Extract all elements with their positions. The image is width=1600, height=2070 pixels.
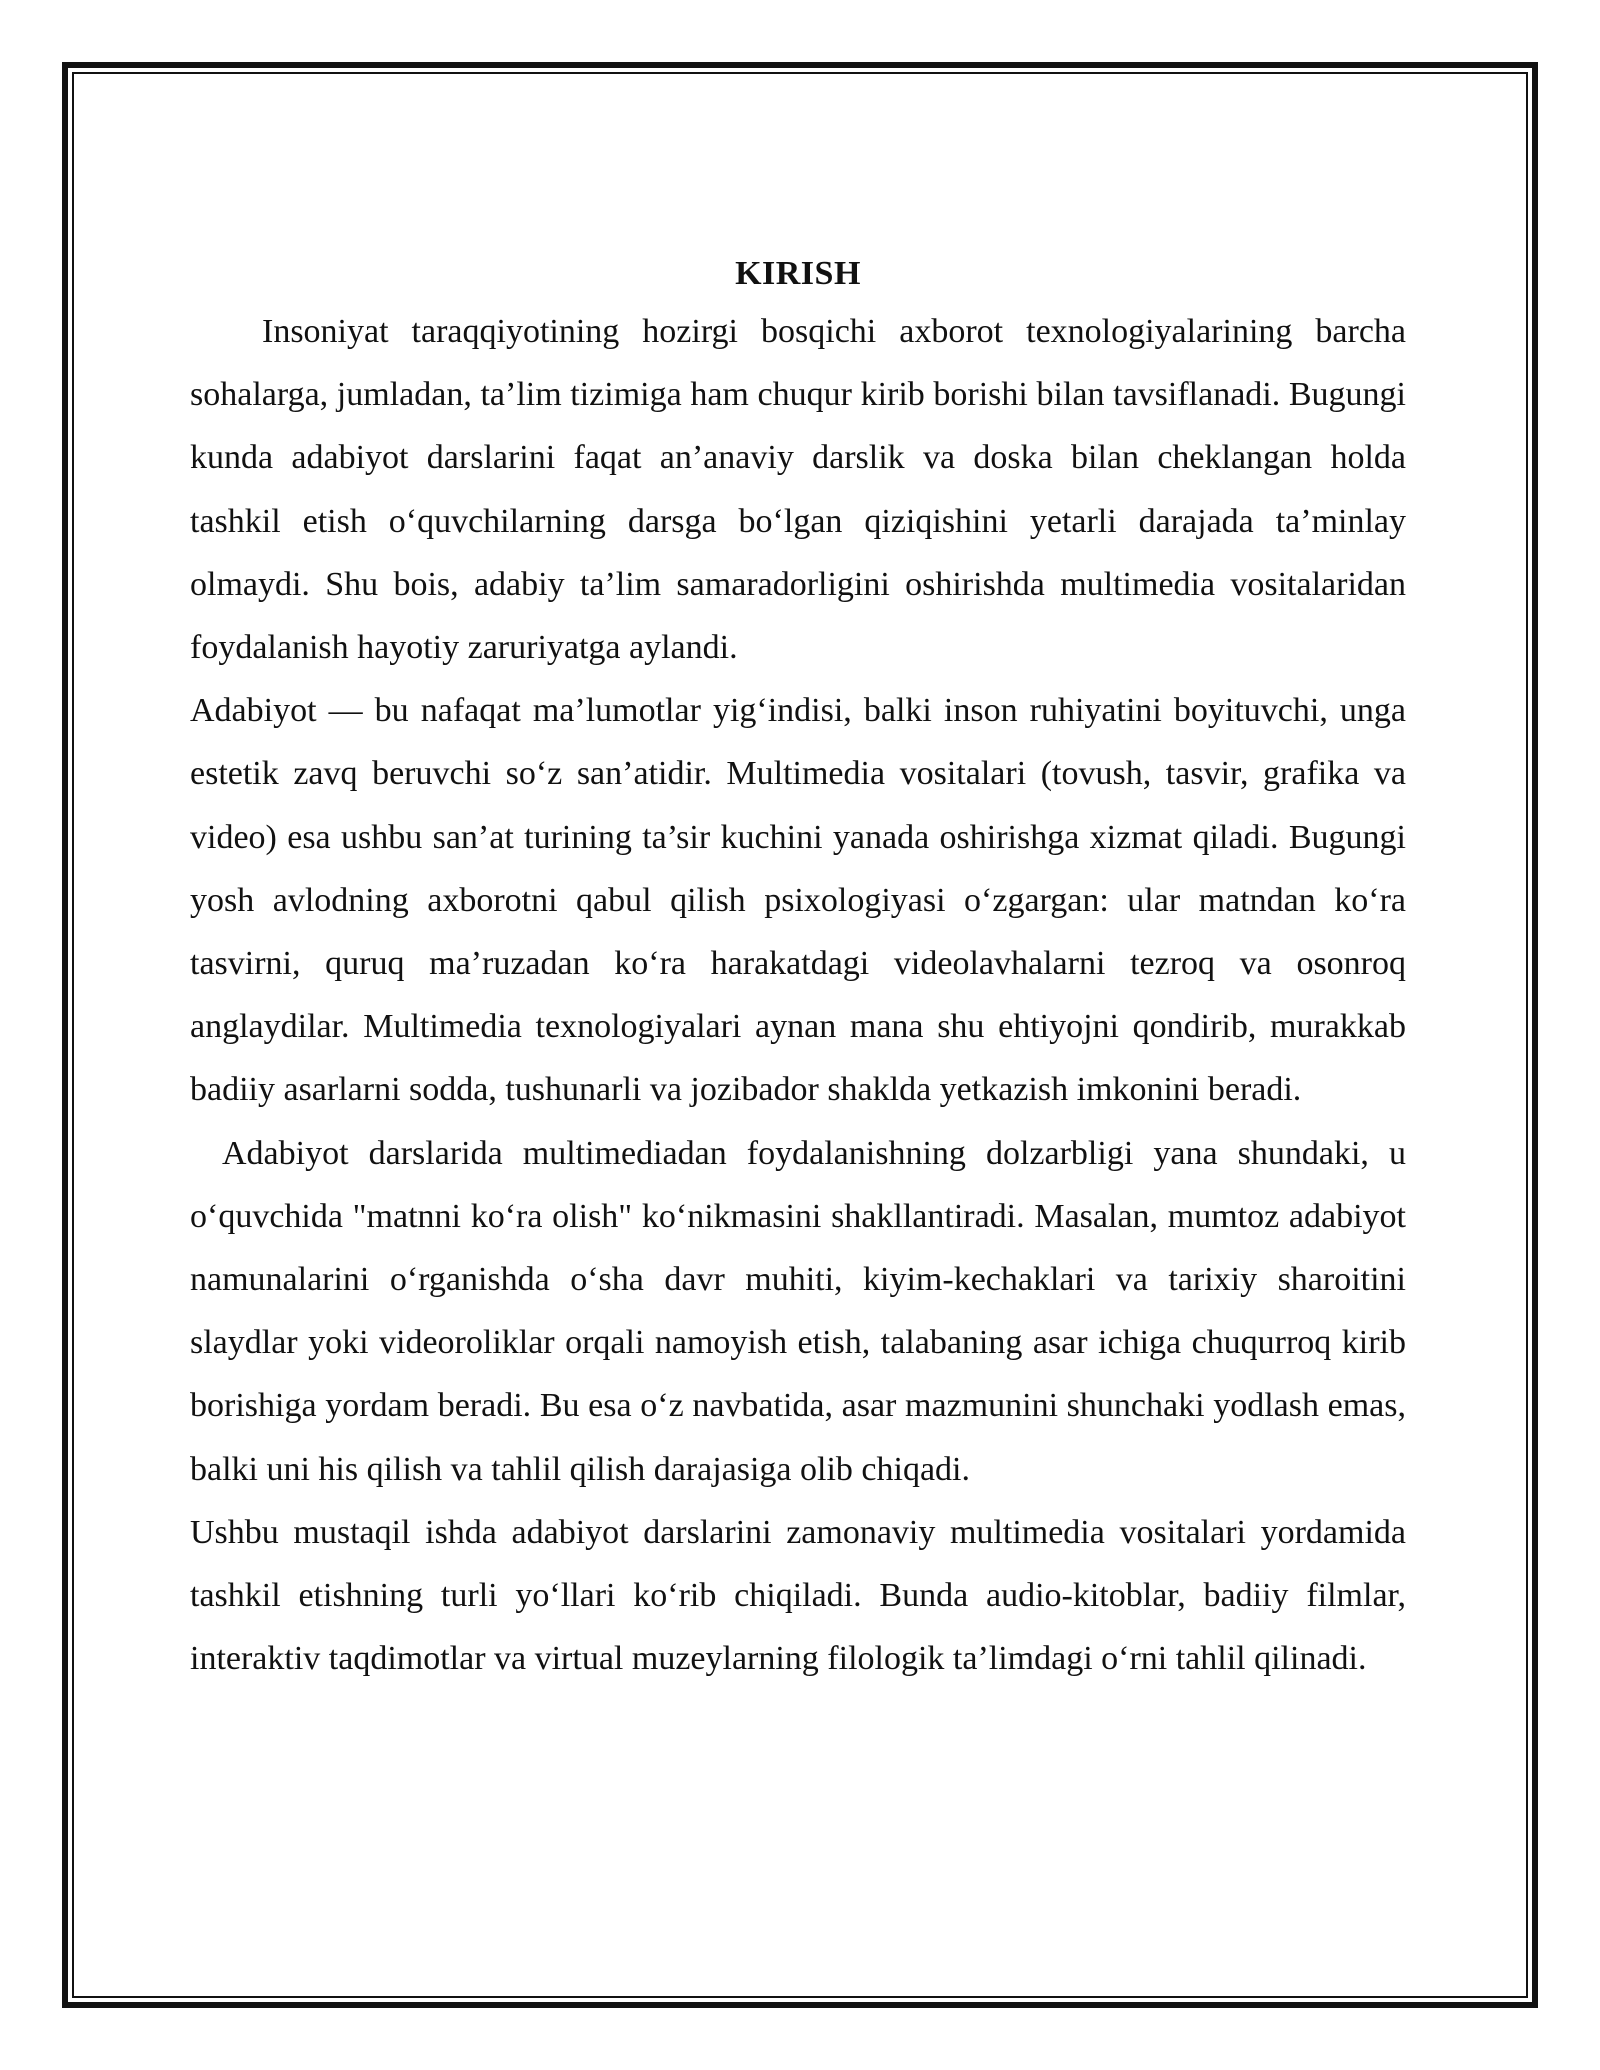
paragraph-intro: Insoniyat taraqqiyotining hozirgi bosqichi axborot texnologiyalarining barcha sohalarga, jumladan, ta’lim tizimiga ham chuqur kirib borishi bilan tavsiflanadi. Bugungi kunda adabiyot darslarini faqat an’anaviy darslik va doska bilan cheklangan holda tashkil etish o‘quvchilarning darsga bo‘lgan qiziqishini yetarli darajada ta’minlay olmaydi. Shu bois, adabiy ta’lim samaradorligini oshirishda multimedia vositalaridan foydalanish hayotiy zaruriyatga aylandi. — [190, 313, 1406, 667]
paragraph-relevance: Adabiyot darslarida multimediadan foydalanishning dolzarbligi yana shundaki, u o‘quvchida "matnni ko‘ra olish" ko‘nikmasini shakllantiradi. Masalan, mumtoz adabiyot namunalarini o‘rganishda o‘sha davr muhiti, kiyim-kechaklari va tarixiy sharoitini slaydlar yoki videoroliklar orqali namoyish etish, talabaning asar ichiga chuqurroq kirib borishiga yordam beradi. Bu esa o‘z navbatida, asar mazmunini shunchaki yodlash emas, balki uni his qilish va tahlil qilish darajasiga olib chiqadi. — [190, 1134, 1406, 1488]
document-title: KIRISH — [735, 255, 861, 292]
document-body — [190, 248, 1406, 1690]
paragraph-literature: Adabiyot — bu nafaqat ma’lumotlar yig‘indisi, balki inson ruhiyatini boyituvchi, unga estetik zavq beruvchi so‘z san’atidir. Multimedia vositalari (tovush, tasvir, grafika va video) esa ushbu san’at turining ta’sir kuchini yanada oshirishga xizmat qiladi. Bugungi yosh avlodning axborotni qabul qilish psixologiyasi o‘zgargan: ular matndan ko‘ra tasvirni, quruq ma’ruzadan ko‘ra harakatdagi videolavhalarni tezroq va osonroq anglaydilar. Multimedia texnologiyalari aynan mana shu ehtiyojni qondirib, murakkab badiiy asarlarni sodda, tushunarli va jozibador shaklda yetkazish imkonini beradi. — [190, 692, 1406, 1109]
paragraph-scope: Ushbu mustaqil ishda adabiyot darslarini zamonaviy multimedia vositalari yordamida tashkil etishning turli yo‘llari ko‘rib chiqiladi. Bunda audio-kitoblar, badiiy filmlar, interaktiv taqdimotlar va virtual muzeylarning filologik ta’limdagi o‘rni tahlil qilinadi. — [190, 1513, 1406, 1678]
